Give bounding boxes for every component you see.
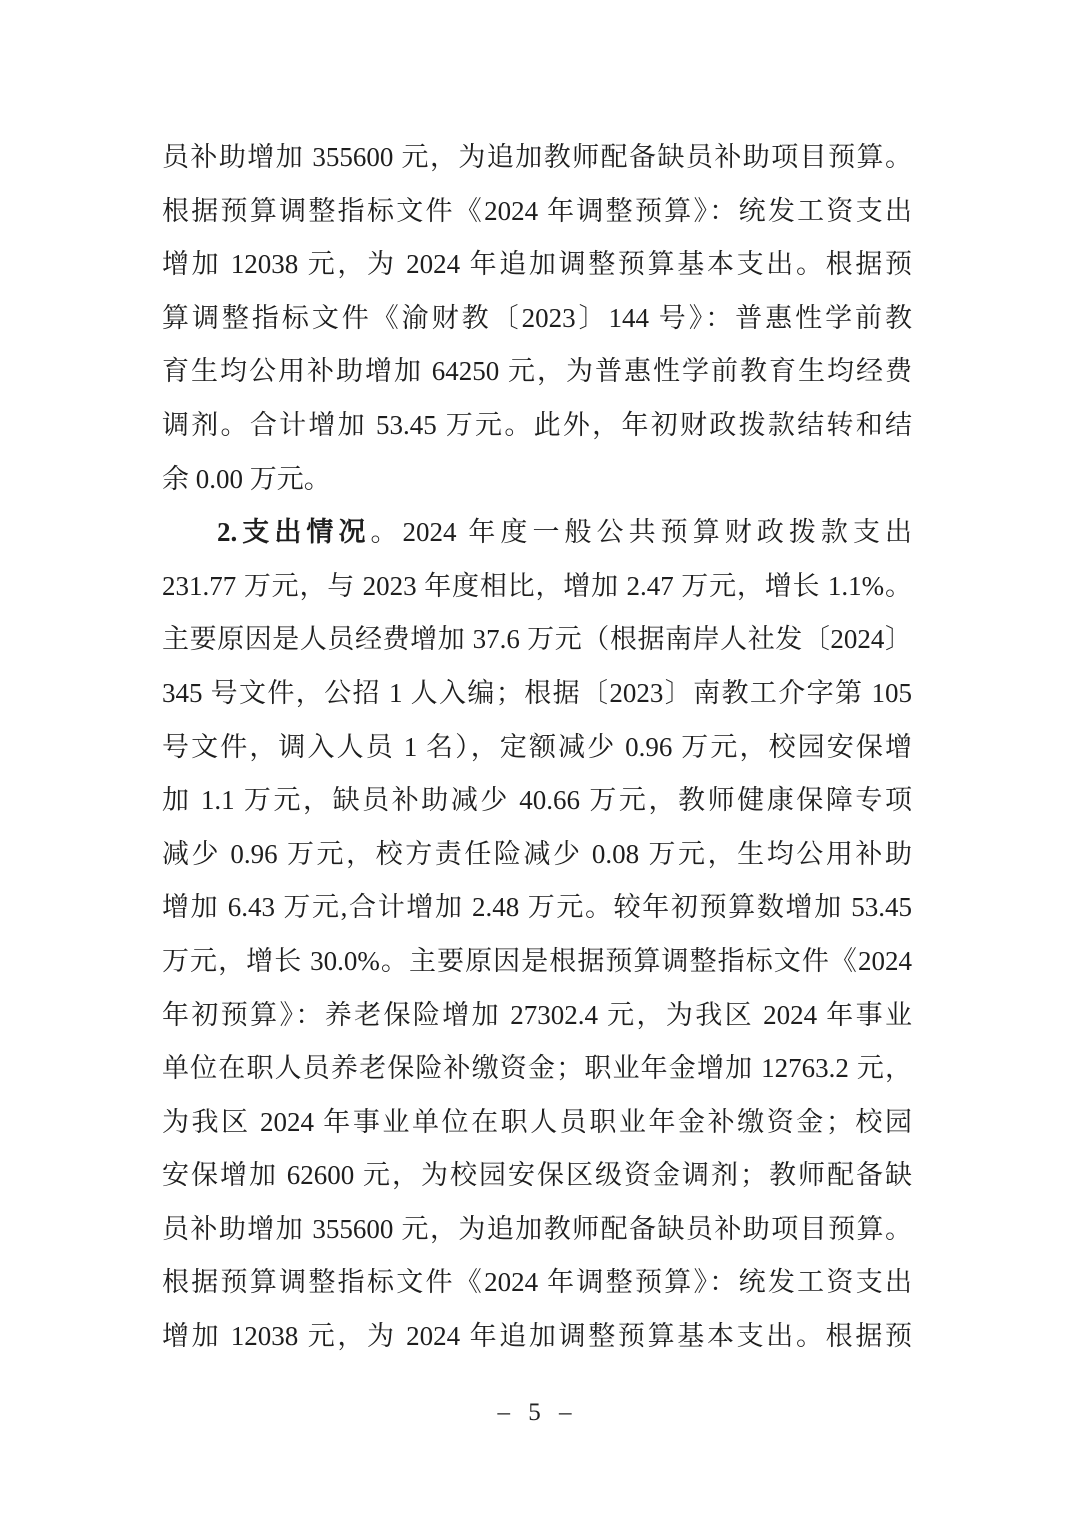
text-line — [162, 667, 912, 721]
text-line — [162, 774, 912, 828]
text-run: 根据预算调整指标文件《2024 年调整预算》：统发工资支出 — [162, 195, 912, 226]
text-run: 增加 12038 元，为 2024 年追加调整预算基本支出。根据预 — [162, 249, 912, 280]
text-run: 员补助增加 355600 元，为追加教师配备缺员补助项目预算。 — [162, 142, 912, 172]
text-line — [162, 828, 912, 882]
text-line — [162, 453, 912, 507]
section-heading: 2.支出情况 — [217, 517, 371, 548]
text-line — [162, 989, 912, 1043]
text-line — [162, 1256, 912, 1310]
text-run: 根据预算调整指标文件《2024 年调整预算》：统发工资支出 — [162, 1267, 912, 1298]
text-run: 年初预算》：养老保险增加 27302.4 元，为我区 2024 年事业 — [162, 999, 912, 1030]
text-run: 员补助增加 355600 元，为追加教师配备缺员补助项目预算。 — [162, 1213, 912, 1244]
text-run: 345 号文件，公招 1 人入编；根据〔2023〕南教工介字第 105 — [162, 677, 912, 708]
text-run: 增加 12038 元，为 2024 年追加调整预算基本支出。根据预 — [162, 1321, 912, 1352]
text-run: 号文件，调入人员 1 名），定额减少 0.96 万元，校园安保增 — [162, 731, 912, 762]
text-line — [162, 131, 912, 185]
text-line — [162, 560, 912, 614]
text-line — [162, 1203, 912, 1257]
text-line — [162, 1096, 912, 1150]
text-line — [162, 399, 912, 453]
text-run: 余 0.00 万元。 — [162, 463, 331, 494]
document-body — [162, 131, 912, 1364]
text-run: 增加 6.43 万元,合计增加 2.48 万元。较年初预算数增加 53.45 — [162, 892, 912, 923]
text-run: 调剂。合计增加 53.45 万元。此外，年初财政拨款结转和结 — [162, 409, 912, 440]
text-line — [162, 1149, 912, 1203]
page-footer — [0, 1399, 1075, 1427]
text-line — [162, 292, 912, 346]
text-run: 安保增加 62600 元，为校园安保区级资金调剂；教师配备缺 — [162, 1160, 912, 1191]
text-run: 。2024 年度一般公共预算财政拨款支出 — [370, 517, 912, 548]
text-line — [162, 1042, 912, 1096]
text-line — [162, 613, 912, 667]
text-line — [162, 721, 912, 775]
text-run: 育生均公用补助增加 64250 元，为普惠性学前教育生均经费 — [162, 356, 912, 387]
page-number: – 5 – — [497, 1399, 578, 1426]
text-line — [162, 881, 912, 935]
text-run: 主要原因是人员经费增加 37.6 万元（根据南岸人社发〔2024〕 — [162, 624, 912, 655]
text-line — [162, 345, 912, 399]
text-run: 算调整指标文件《渝财教〔2023〕144 号》：普惠性学前教 — [162, 302, 912, 333]
text-line — [162, 185, 912, 239]
text-line — [162, 506, 912, 560]
text-run: 单位在职人员养老保险补缴资金；职业年金增加 12763.2 元， — [162, 1053, 912, 1084]
text-run: 231.77 万元，与 2023 年度相比，增加 2.47 万元，增长 1.1%。 — [162, 570, 912, 601]
text-line — [162, 1310, 912, 1364]
text-run: 加 1.1 万元，缺员补助减少 40.66 万元，教师健康保障专项 — [162, 785, 912, 816]
text-line — [162, 935, 912, 989]
text-line — [162, 238, 912, 292]
text-run: 减少 0.96 万元，校方责任险减少 0.08 万元，生均公用补助 — [162, 838, 912, 869]
text-run: 为我区 2024 年事业单位在职人员职业年金补缴资金；校园 — [162, 1106, 912, 1137]
text-run: 万元，增长 30.0%。主要原因是根据预算调整指标文件《2024 — [162, 945, 912, 976]
